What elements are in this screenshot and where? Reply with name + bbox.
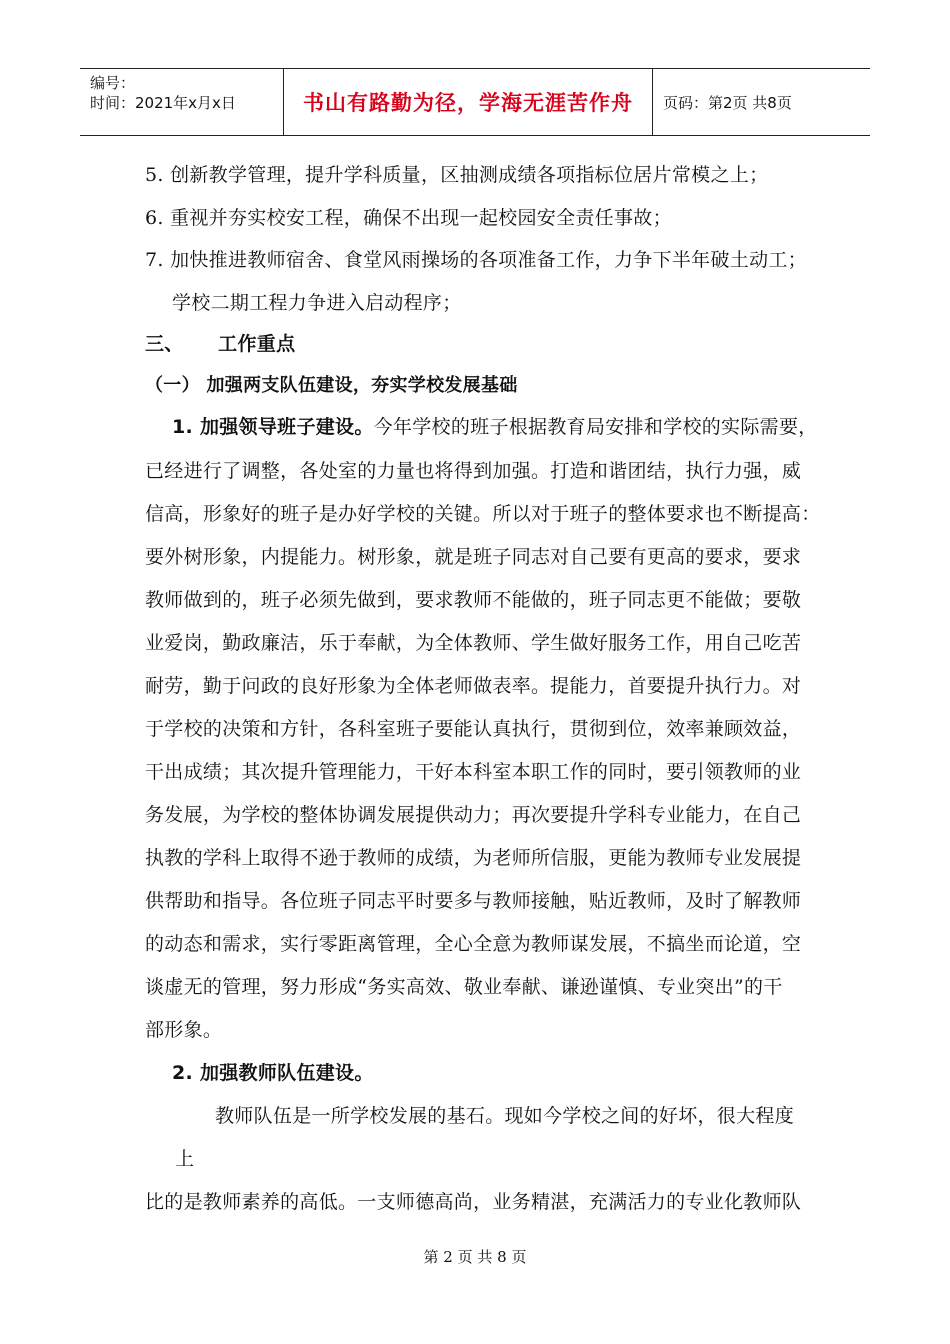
body-line: 5. 创新教学管理，提升学科质量，区抽测成绩各项指标位居片常模之上； bbox=[145, 164, 769, 186]
body-line: 上 bbox=[175, 1148, 195, 1170]
body-line: 教师做到的，班子必须先做到，要求教师不能做的，班子同志更不能做；要敬 bbox=[145, 589, 802, 611]
subsection-heading: （一） 加强两支队伍建设，夯实学校发展基础 bbox=[145, 375, 518, 396]
body-line: 供帮助和指导。各位班子同志平时要多与教师接触，贴近教师，及时了解教师 bbox=[145, 890, 802, 912]
header-page-info: 页码：第2页 共8页 bbox=[663, 93, 792, 112]
header-meta bbox=[80, 69, 283, 135]
header-motto-cell bbox=[283, 69, 653, 135]
document-header bbox=[80, 68, 870, 136]
document-number-label: 编号： bbox=[90, 74, 136, 92]
body-line: 部形象。 bbox=[145, 1019, 223, 1041]
body-line: 务发展，为学校的整体协调发展提供动力；再次要提升学科专业能力，在自己 bbox=[145, 804, 802, 826]
body-line: 已经进行了调整，各处室的力量也将得到加强。打造和谐团结，执行力强，威 bbox=[145, 460, 802, 482]
body-line: 的动态和需求，实行零距离管理，全心全意为教师谋发展，不搞坐而论道，空 bbox=[145, 933, 802, 955]
item-heading: 2. 加强教师队伍建设。 bbox=[172, 1062, 374, 1084]
body-line: 于学校的决策和方针，各科室班子要能认真执行，贯彻到位，效率兼顾效益， bbox=[145, 718, 802, 740]
body-line: 教师队伍是一所学校发展的基石。现如今学校之间的好坏，很大程度 bbox=[215, 1105, 795, 1127]
body-line: 学校二期工程力争进入启动程序； bbox=[172, 292, 462, 314]
body-line: 比的是教师素养的高低。一支师德高尚，业务精湛，充满活力的专业化教师队 bbox=[145, 1191, 802, 1213]
body-line: 执教的学科上取得不逊于教师的成绩，为老师所信服，更能为教师专业发展提 bbox=[145, 847, 802, 869]
body-line: 7. 加快推进教师宿舍、食堂风雨操场的各项准备工作，力争下半年破土动工； bbox=[145, 249, 807, 271]
body-line: 业爱岗，勤政廉洁，乐于奉献，为全体教师、学生做好服务工作，用自己吃苦 bbox=[145, 632, 802, 654]
section-heading: 三、 工作重点 bbox=[145, 333, 296, 355]
page-footer: 第 2 页 共 8 页 bbox=[423, 1248, 527, 1266]
body-line: 耐劳，勤于问政的良好形象为全体老师做表率。提能力，首要提升执行力。对 bbox=[145, 675, 802, 697]
body-line: 信高，形象好的班子是办好学校的关键。所以对于班子的整体要求也不断提高： bbox=[145, 503, 821, 525]
paragraph-first-line bbox=[172, 412, 818, 439]
body-line: 谈虚无的管理，努力形成“务实高效、敬业奉献、谦逊谨慎、专业突出”的干 bbox=[145, 976, 783, 998]
body-line: 6. 重视并夯实校安工程，确保不出现一起校园安全责任事故； bbox=[145, 207, 672, 229]
item-text: 今年学校的班子根据教育局安排和学校的实际需要， bbox=[373, 416, 818, 438]
item-heading: 1. 加强领导班子建设。 bbox=[172, 416, 374, 438]
body-line: 干出成绩；其次提升管理能力，干好本科室本职工作的同时，要引领教师的业 bbox=[145, 761, 802, 783]
body-line: 要外树形象，内提能力。树形象，就是班子同志对自己要有更高的要求，要求 bbox=[145, 546, 802, 568]
header-motto: 书山有路勤为径，学海无涯苦作舟 bbox=[303, 91, 633, 115]
document-time-label: 时间：2021年x月x日 bbox=[90, 94, 236, 112]
